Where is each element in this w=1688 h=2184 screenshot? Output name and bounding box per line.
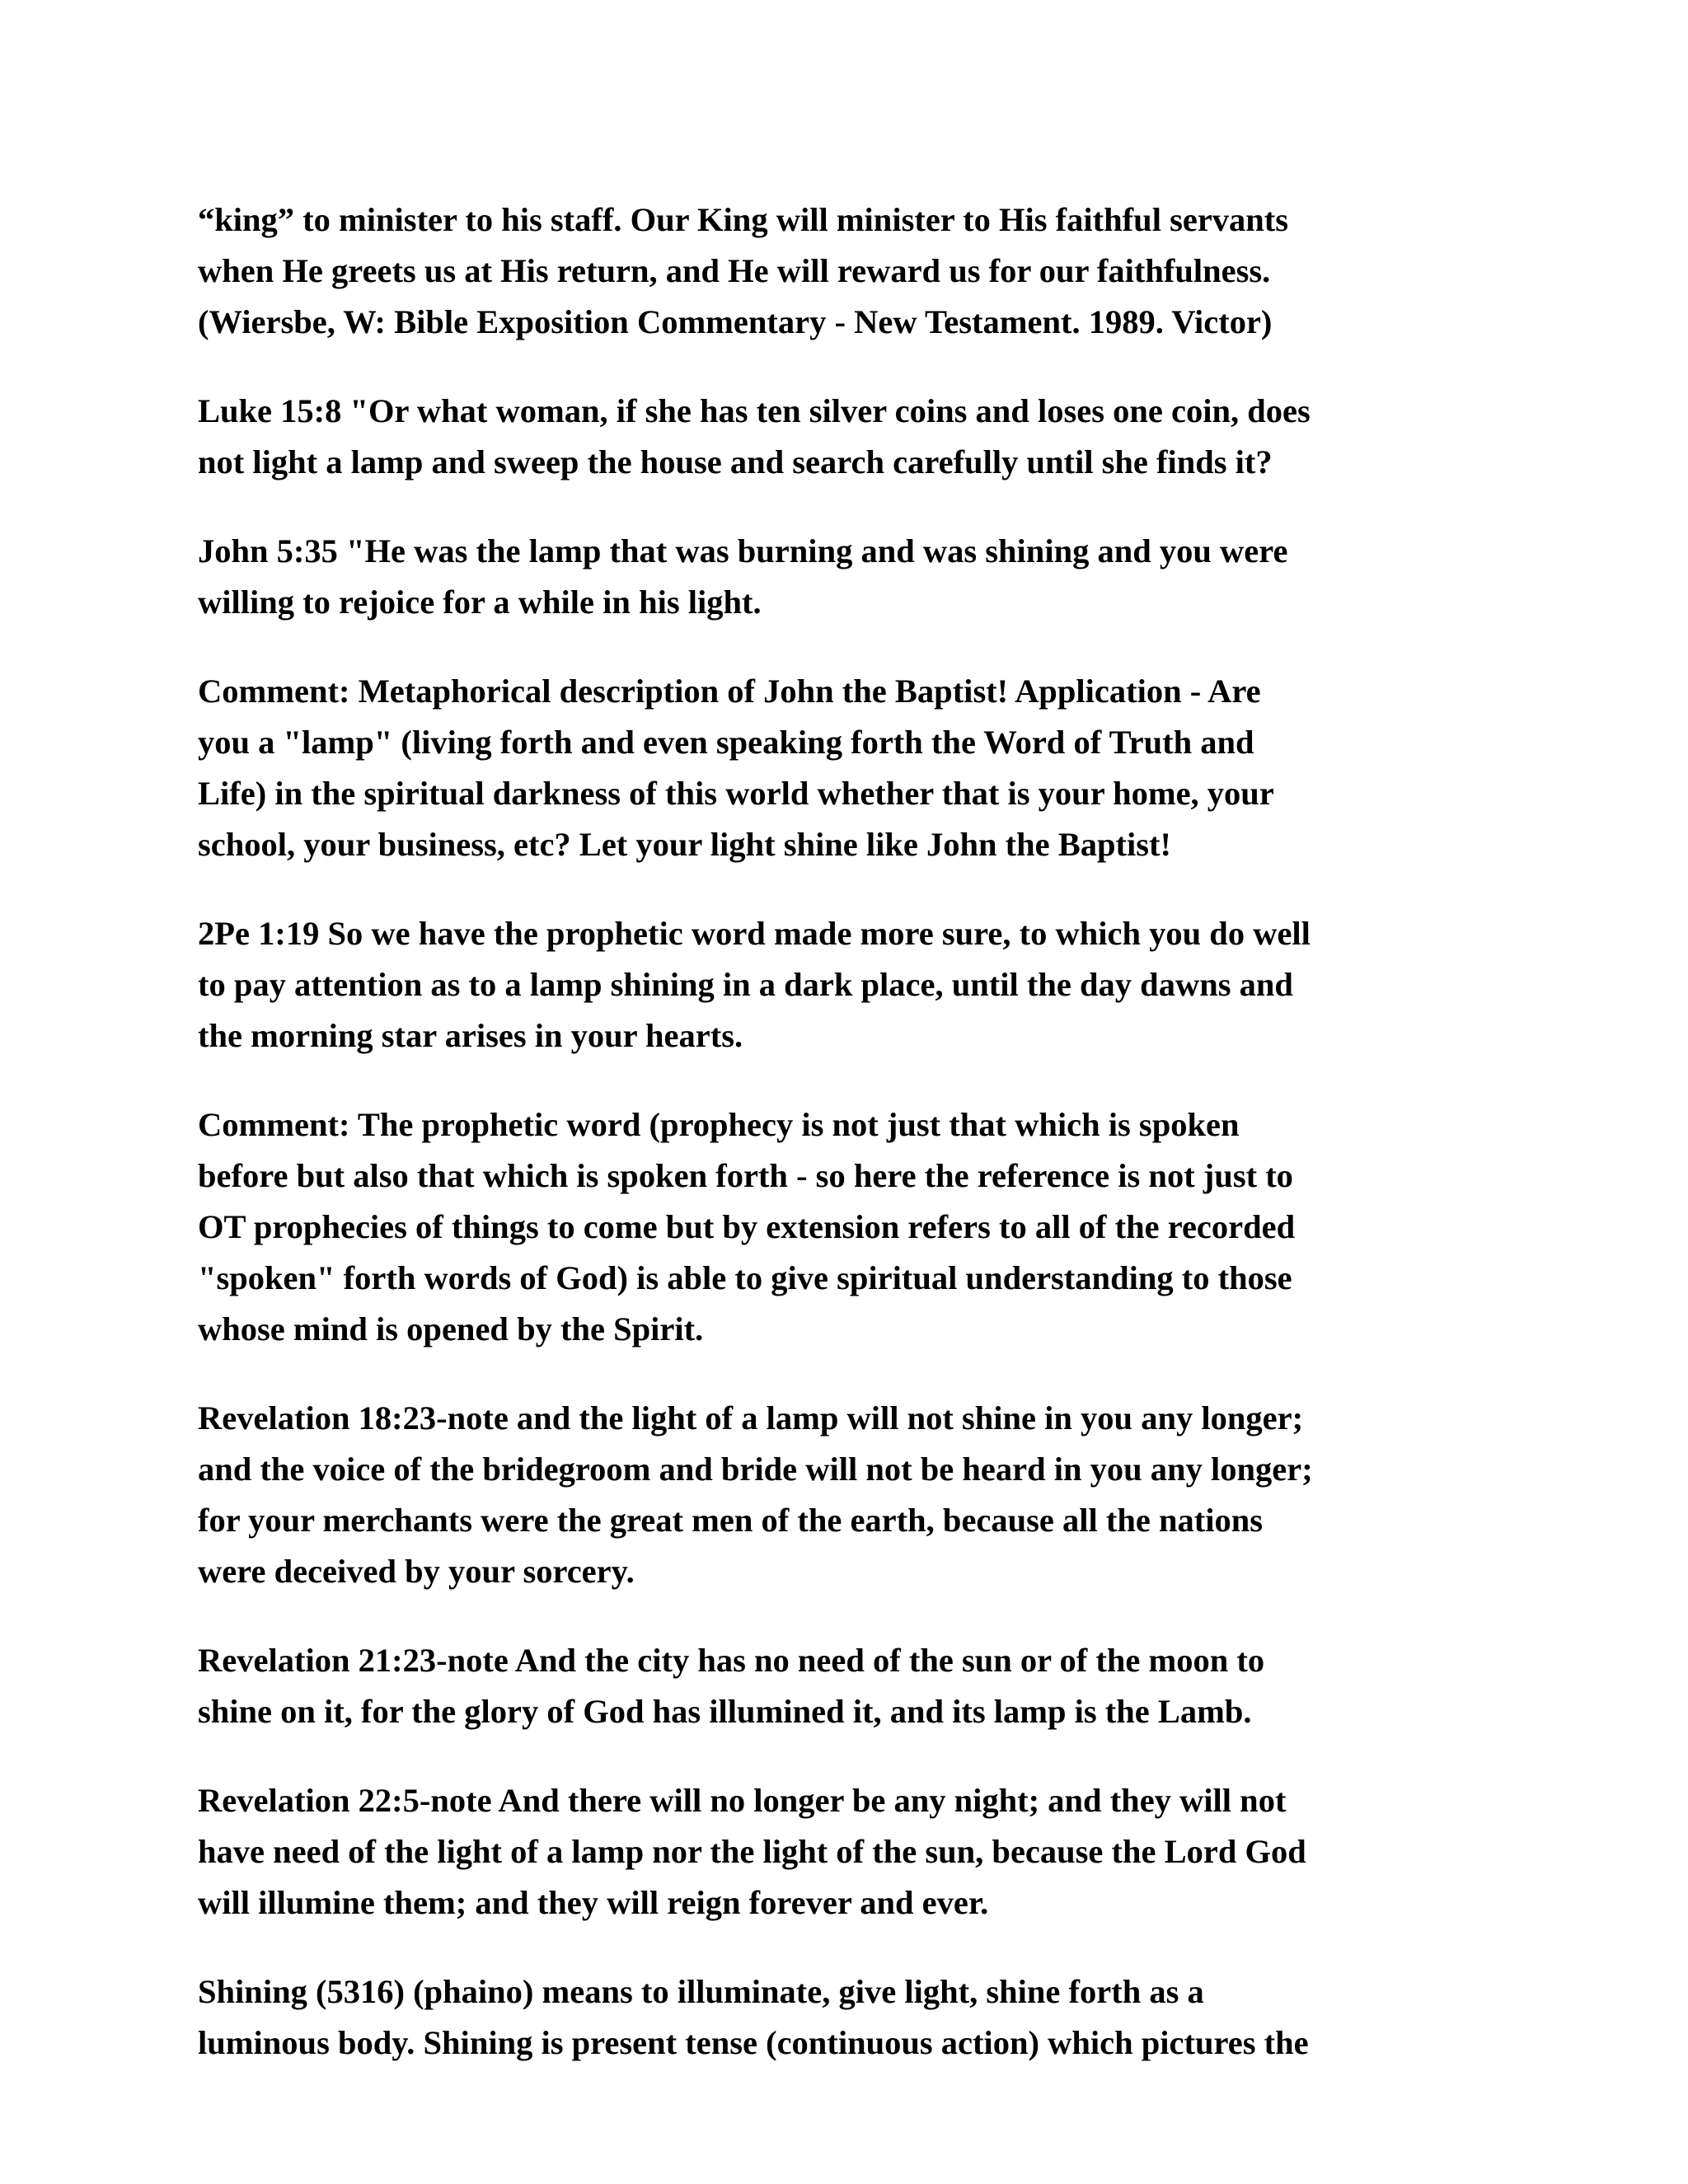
text-line: Comment: Metaphorical description of John the Baptist! Application - Are	[198, 673, 1261, 710]
text-line: "spoken" forth words of God) is able to give spiritual understanding to those	[198, 1259, 1292, 1296]
text-line: not light a lamp and sweep the house and search carefully until she finds it?	[198, 443, 1273, 480]
text-line: OT prophecies of things to come but by extension refers to all of the recorded	[198, 1208, 1296, 1245]
text-line: Revelation 18:23-note and the light of a lamp will not shine in you any longer;	[198, 1399, 1304, 1436]
text-line: luminous body. Shining is present tense (continuous action) which pictures the	[198, 2024, 1309, 2061]
text-line: Luke 15:8 "Or what woman, if she has ten silver coins and loses one coin, does	[198, 392, 1311, 429]
text-line: the morning star arises in your hearts.	[198, 1017, 743, 1054]
text-line: John 5:35 "He was the lamp that was burning and was shining and you were	[198, 532, 1288, 569]
paragraph-comment-john-baptist	[198, 666, 1500, 870]
text-line: before but also that which is spoken forth - so here the reference is not just to	[198, 1157, 1293, 1194]
text-line: 2Pe 1:19 So we have the prophetic word made more sure, to which you do well	[198, 915, 1311, 952]
text-line: you a "lamp" (living forth and even speaking forth the Word of Truth and	[198, 724, 1254, 761]
text-line: school, your business, etc? Let your light shine like John the Baptist!	[198, 826, 1172, 863]
text-line: have need of the light of a lamp nor the light of the sun, because the Lord God	[198, 1833, 1306, 1870]
text-line: for your merchants were the great men of the earth, because all the nations	[198, 1502, 1264, 1539]
text-line: Life) in the spiritual darkness of this world whether that is your home, your	[198, 775, 1274, 812]
text-line: when He greets us at His return, and He will reward us for our faithfulness.	[198, 252, 1271, 289]
paragraph-wiersbe-quote	[198, 194, 1500, 348]
paragraph-luke-15-8	[198, 386, 1500, 488]
text-line: were deceived by your sorcery.	[198, 1553, 635, 1590]
paragraph-revelation-21-23	[198, 1635, 1500, 1737]
document-page	[198, 194, 1500, 2107]
text-line: will illumine them; and they will reign forever and ever.	[198, 1884, 989, 1921]
paragraph-revelation-18-23	[198, 1393, 1500, 1597]
text-line: Revelation 22:5-note And there will no longer be any night; and they will not	[198, 1782, 1287, 1819]
paragraph-john-5-35	[198, 526, 1500, 628]
text-line: whose mind is opened by the Spirit.	[198, 1310, 704, 1347]
text-line: to pay attention as to a lamp shining in a dark place, until the day dawns and	[198, 966, 1293, 1003]
text-line: Shining (5316) (phaino) means to illuminate, give light, shine forth as a	[198, 1973, 1204, 2010]
paragraph-comment-prophetic-word	[198, 1099, 1500, 1355]
text-line: “king” to minister to his staff. Our King will minister to His faithful servants	[198, 201, 1289, 238]
text-line: Revelation 21:23-note And the city has no need of the sun or of the moon to	[198, 1642, 1265, 1679]
paragraph-2pe-1-19	[198, 908, 1500, 1062]
text-line: (Wiersbe, W: Bible Exposition Commentary - New Testament. 1989. Victor)	[198, 303, 1273, 340]
text-line: shine on it, for the glory of God has illumined it, and its lamp is the Lamb.	[198, 1693, 1252, 1730]
text-line: Comment: The prophetic word (prophecy is not just that which is spoken	[198, 1106, 1240, 1143]
text-line: and the voice of the bridegroom and bride will not be heard in you any longer;	[198, 1451, 1313, 1488]
paragraph-revelation-22-5	[198, 1775, 1500, 1929]
text-line: willing to rejoice for a while in his light.	[198, 583, 762, 621]
paragraph-shining-definition	[198, 1966, 1500, 2069]
